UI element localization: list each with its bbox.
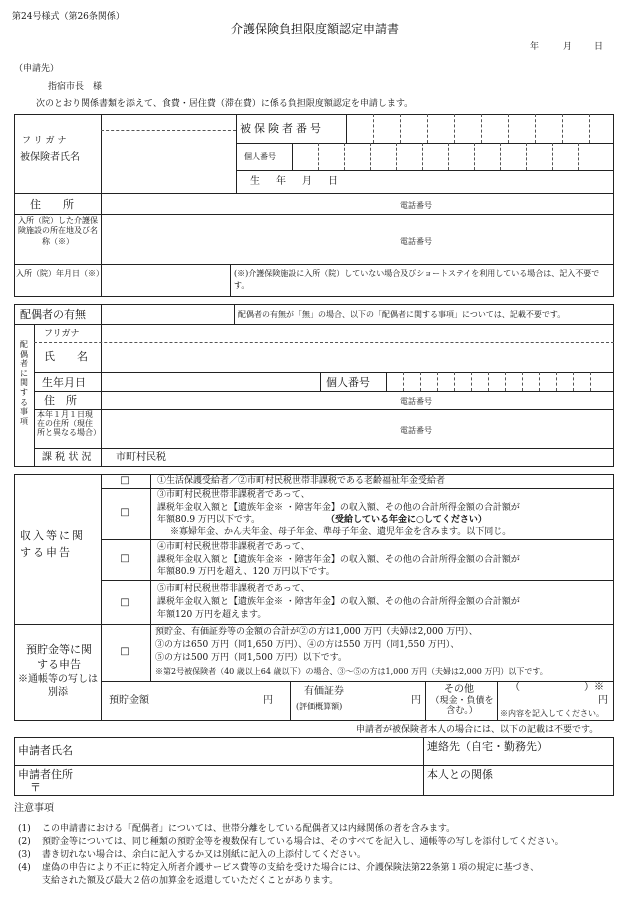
spouse-section-label: 配偶者に関する事項	[20, 340, 28, 426]
form-number: 第24号様式（第26条関係）	[12, 12, 125, 22]
note-1: この申請書における「配偶者」については、世帯分離をしている配偶者又は内縁関係の者を含みます。	[42, 824, 456, 834]
option4-line1: ④市町村民税世帯非課税者であって、	[157, 542, 310, 552]
note-2-no: (2)	[18, 837, 31, 847]
option4-line2: 課税年金収入額と【遺族年金※ ・障害年金】の収入額、その他の合計所得金額の合計額が	[157, 555, 520, 565]
insured-name-field[interactable]	[103, 132, 234, 192]
spouse-tax-status-value: 市町村民税	[116, 452, 166, 463]
option1-checkbox[interactable]: □	[120, 475, 130, 486]
insured-furigana-label: フリガナ	[22, 136, 70, 146]
spouse-birthdate-label: 生年月日	[42, 376, 86, 389]
option3-line3: 年額80.9 万円以下です。	[157, 515, 261, 525]
notes-heading: 注意事項	[14, 803, 54, 814]
spouse-furigana-label: フリガナ	[44, 329, 80, 339]
spouse-name-field[interactable]	[103, 344, 611, 370]
spouse-name-label: 氏 名	[44, 350, 88, 363]
applicant-address-label: 申請者住所	[18, 768, 73, 781]
option5-checkbox[interactable]: □	[120, 597, 130, 608]
spouse-presence-label: 配偶者の有無	[20, 308, 86, 321]
savings-line4: ※第2号被保険者（40 歳以上64 歳以下）の場合、③～⑤の方は1,000 万円（夫婦は2,000 万円）以下です。	[155, 667, 548, 676]
spouse-presence-field[interactable]	[103, 306, 232, 322]
admission-note: (※)介護保険施設に入所（院）していない場合及びショートステイを利用している場合は、記入不要です。	[234, 269, 600, 290]
note-4-continuation: 支給された額及び最大２倍の加算金を返還していただくことがあります。	[42, 876, 339, 886]
spouse-address-field[interactable]	[103, 393, 393, 407]
deposit-label: 預貯金額	[109, 695, 149, 706]
spouse-prev-phone-label: 電話番号	[400, 426, 432, 435]
application-statement: 次のとおり関係書類を添えて、食費・居住費（滞在費）に係る負担限度額認定を申請します。	[36, 99, 414, 109]
deposit-amount-field[interactable]	[160, 684, 260, 718]
other-assets-detail-field[interactable]	[522, 683, 592, 697]
other-assets-sub-label: （現金・負債を含む。）	[430, 696, 494, 717]
securities-label: 有価証券	[304, 686, 344, 697]
other-assets-note: ※内容を記入してください。	[500, 709, 604, 718]
postal-mark: 〒	[30, 781, 41, 794]
option5-line1: ⑤市町村民税世帯非課税者であって、	[157, 584, 310, 594]
note-1-no: (1)	[18, 824, 31, 834]
option3-checkbox[interactable]: □	[120, 507, 130, 518]
spouse-prev-address-field[interactable]	[103, 411, 393, 446]
applicant-address-field[interactable]	[86, 768, 416, 793]
option5-line2: 課税年金収入額と【遺族年金※ ・障害年金】の収入額、その他の合計所得金額の合計額が	[157, 597, 520, 607]
deposit-yen: 円	[263, 695, 273, 706]
applicant-note: 申請者が被保険者本人の場合には、以下の記載は不要です。	[356, 725, 599, 735]
option5-line3: 年額120 万円を超えます。	[157, 610, 267, 620]
option3-note: ※寡婦年金、かん夫年金、母子年金、準母子年金、遺児年金を含みます。以下同じ。	[170, 527, 512, 537]
spouse-birthdate-field[interactable]	[103, 374, 318, 389]
insured-phone-label: 電話番号	[400, 201, 432, 210]
note-3: 書き切れない場合は、余白に記入するか又は別紙に記入の上添付してください。	[42, 850, 367, 860]
savings-section-label: 預貯金等に関する申告	[26, 643, 92, 671]
securities-sub-label: (評価概算額)	[296, 702, 343, 711]
savings-copy-note: ※通帳等の写しは別添	[18, 674, 98, 698]
insured-address-field[interactable]	[103, 195, 403, 212]
income-section-label: 収入等に関する申告	[20, 529, 85, 559]
admission-date-field[interactable]	[103, 266, 228, 295]
note-4: 虚偽の申告により不正に特定入所者介護サービス費等の支給を受けた場合には、介護保険法第22条第１項の規定に基づき、	[42, 863, 540, 873]
securities-amount-field[interactable]	[355, 684, 405, 718]
spouse-address-label: 住 所	[44, 394, 77, 407]
option3-line1: ③市町村民税世帯非課税者であって、	[157, 490, 310, 500]
spouse-phone-label: 電話番号	[400, 397, 432, 406]
option4-checkbox[interactable]: □	[120, 553, 130, 564]
other-paren-close: ）※	[584, 682, 604, 693]
admission-date-label: 入所（院）年月日（※）	[16, 269, 104, 278]
other-yen: 円	[598, 695, 608, 706]
date-day: 日	[594, 42, 604, 52]
insured-birthdate-label: 生 年 月 日	[250, 176, 341, 187]
addressee-label: （申請先）	[14, 64, 60, 74]
applicant-name-field[interactable]	[86, 740, 416, 762]
spouse-furigana-field[interactable]	[103, 326, 611, 340]
form-title: 介護保険負担限度額認定申請書	[230, 22, 399, 36]
insured-personal-number-label: 個人番号	[244, 152, 276, 161]
savings-line3: ⑤の方は500 万円（同1,500 万円）以下です。	[155, 653, 347, 663]
date-year: 年	[530, 42, 540, 52]
option3-line2: 課税年金収入額と【遺族年金※ ・障害年金】の収入額、その他の合計所得金額の合計額が	[157, 503, 520, 513]
note-3-no: (3)	[18, 850, 31, 860]
spouse-presence-note: 配偶者の有無が「無」の場合、以下の「配偶者に関する事項」については、記載不要です。	[238, 310, 566, 319]
facility-field[interactable]	[103, 216, 403, 262]
relation-label: 本人との関係	[427, 768, 493, 781]
savings-line2: ③の方は650 万円（同1,650 万円）、④の方は550 万円（同1,550 万円）、	[155, 640, 460, 650]
other-paren-open: （	[510, 682, 520, 693]
savings-checkbox[interactable]: □	[120, 646, 130, 657]
other-assets-label: その他	[444, 684, 474, 695]
option1-text: ①生活保護受給者／②市町村民税世帯非課税である老齢福祉年金受給者	[157, 476, 446, 486]
spouse-personal-number-label: 個人番号	[326, 376, 370, 389]
securities-yen: 円	[411, 695, 421, 706]
date-month: 月	[563, 42, 573, 52]
note-4-no: (4)	[18, 863, 31, 873]
insured-number-label: 被保険者番号	[240, 122, 324, 135]
applicant-contact-label: 連絡先（自宅・勤務先）	[427, 740, 548, 753]
insured-furigana-field[interactable]	[103, 116, 234, 129]
spouse-prev-address-label: 本年１月１日現在の住所（現住所と異なる場合）	[37, 410, 101, 438]
insured-address-label: 住 所	[30, 198, 74, 211]
facility-label: 入所（院）した介護保険施設の所在地及び名称（※）	[18, 216, 98, 246]
applicant-name-label: 申請者氏名	[18, 744, 73, 757]
option3-pension-instruction: （受給している年金に○してください）	[326, 515, 487, 525]
note-2: 預貯金等については、同じ種類の預貯金等を複数保有している場合は、そのすべてを記入し、通帳等の写しを添付してください。	[42, 837, 564, 847]
facility-phone-label: 電話番号	[400, 237, 432, 246]
option4-line3: 年額80.9 万円を超え、120 万円以下です。	[157, 567, 335, 577]
spouse-tax-status-label: 課 税 状 況	[42, 452, 92, 463]
savings-line1: 預貯金、有価証券等の金額の合計が②の方は1,000 万円（夫婦は2,000 万円）、	[155, 627, 478, 637]
insured-name-label: 被保険者氏名	[20, 152, 80, 163]
addressee: 指宿市長 様	[48, 82, 103, 92]
